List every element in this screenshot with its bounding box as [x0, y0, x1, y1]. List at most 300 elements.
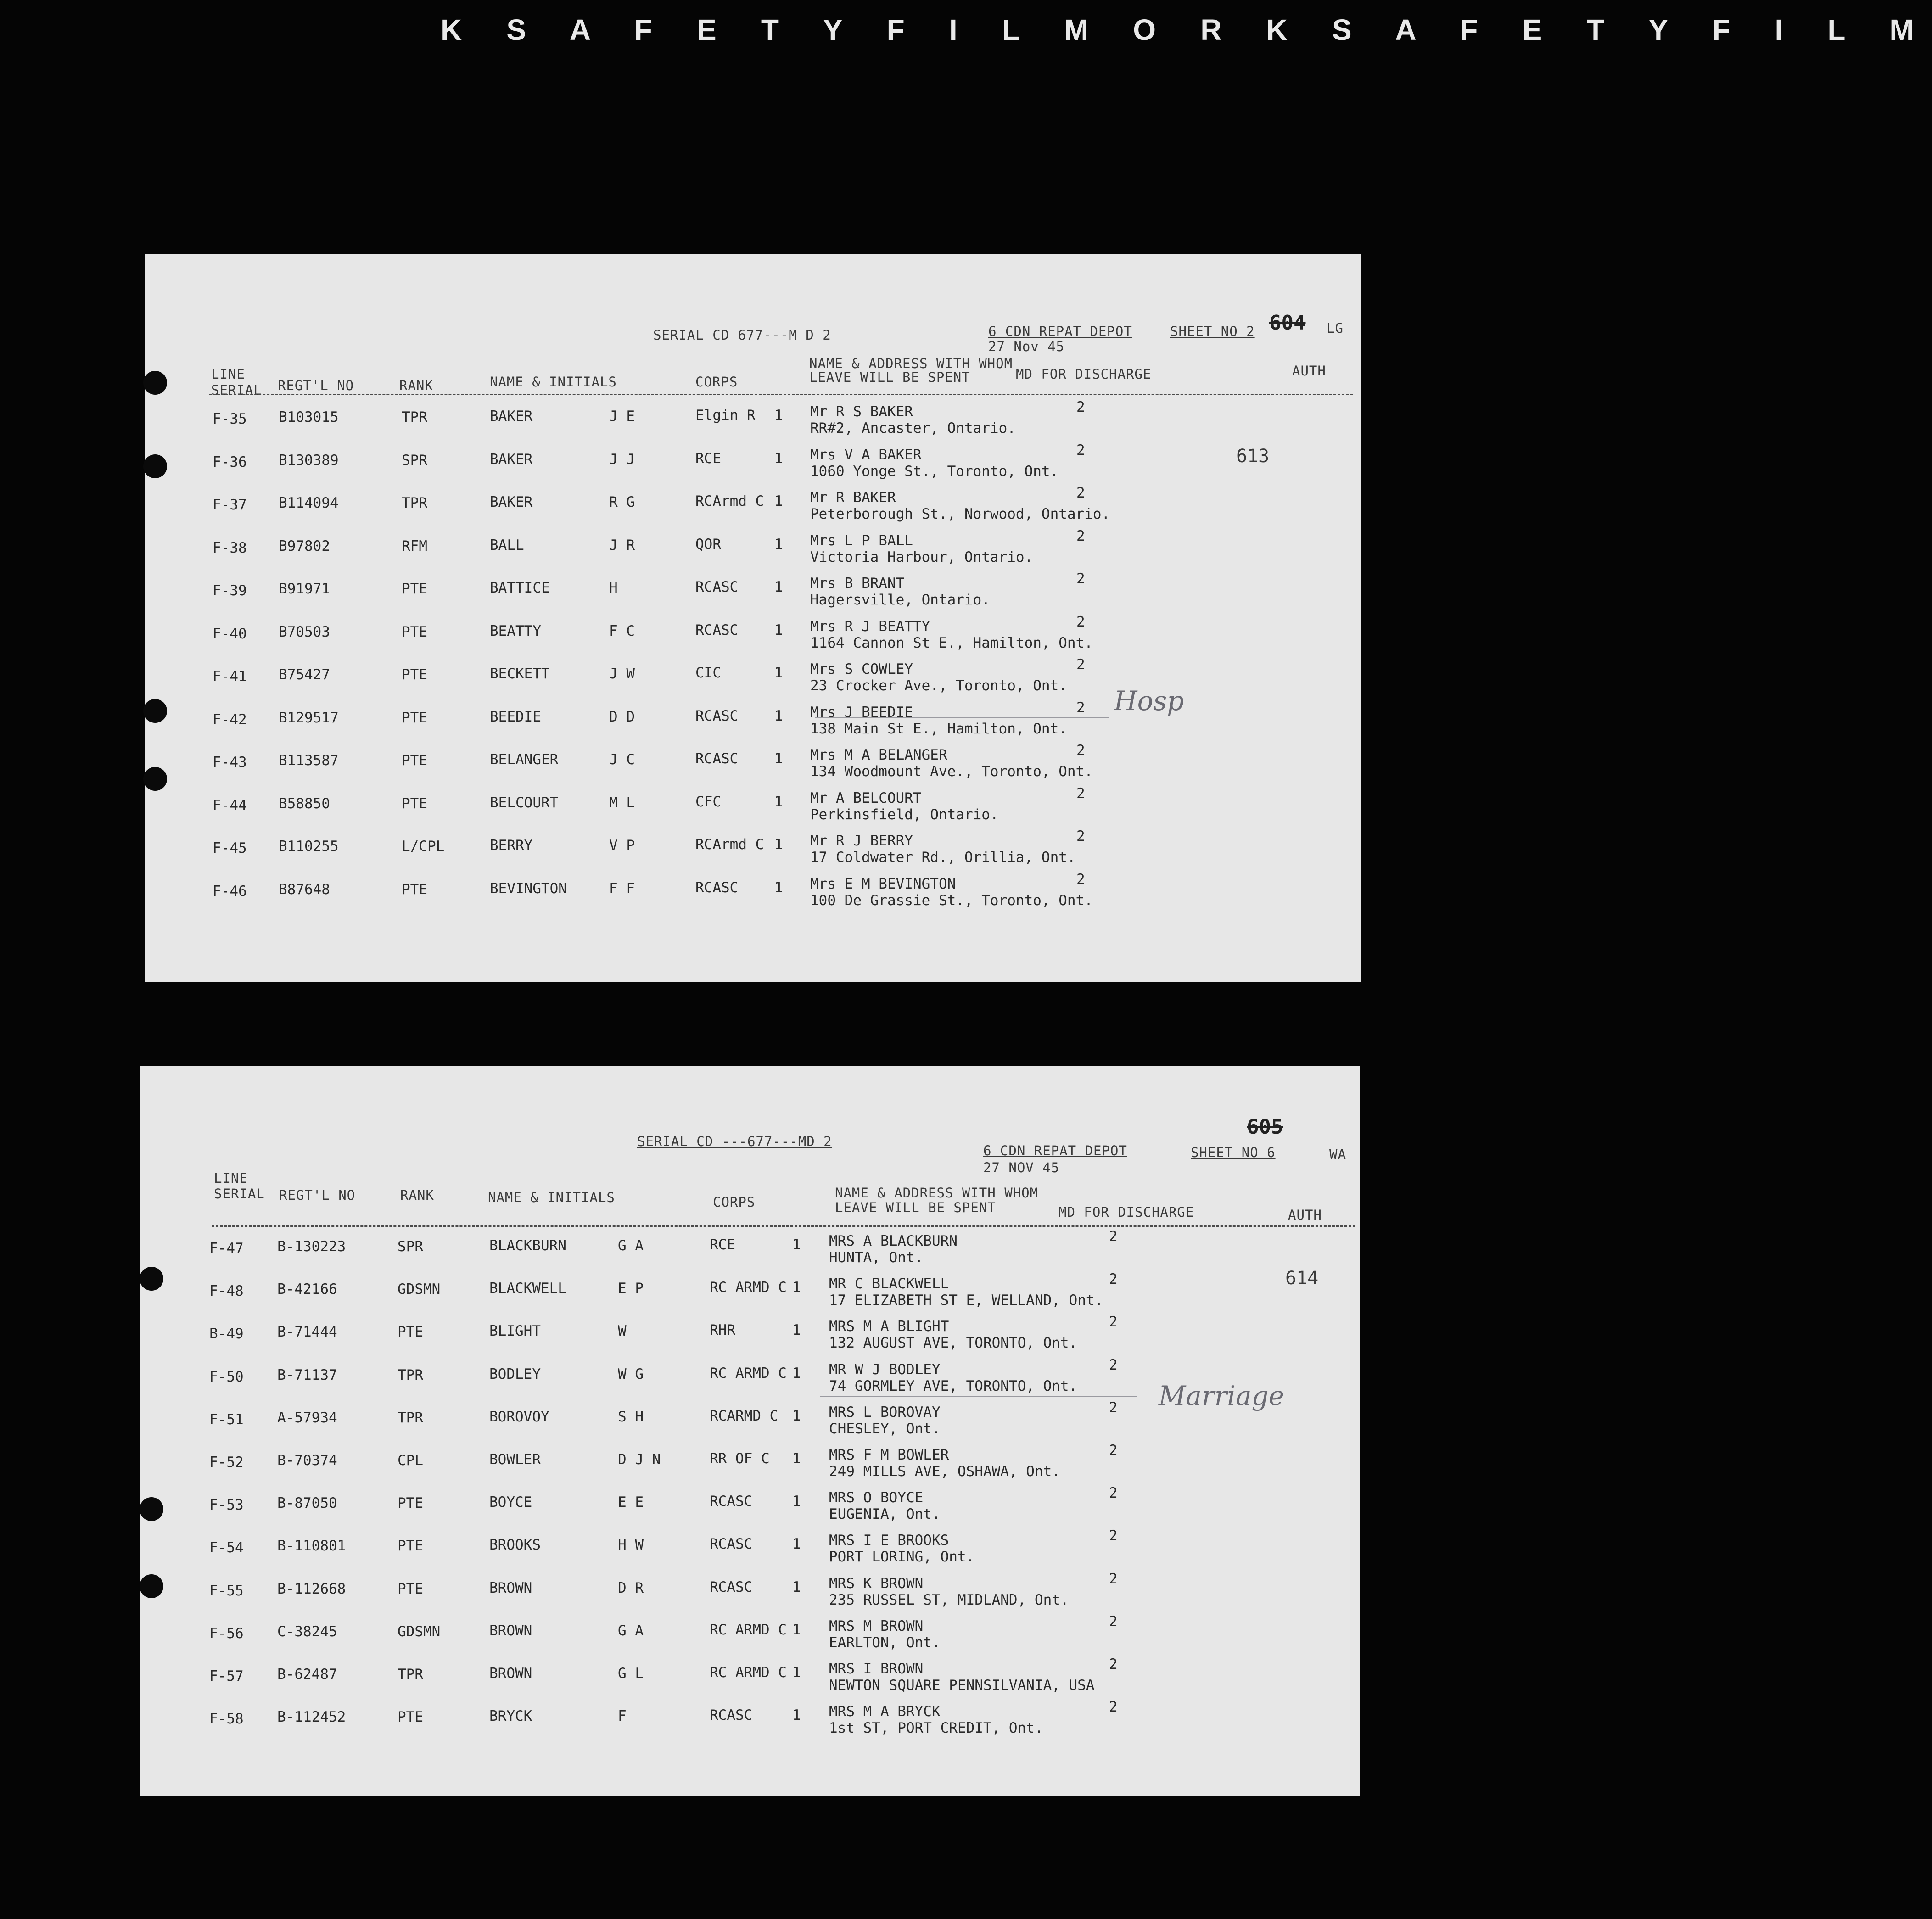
corps: RHR — [710, 1322, 735, 1339]
auth-number: 614 — [1285, 1268, 1319, 1289]
punch-hole — [143, 371, 167, 395]
initials: F — [618, 1708, 627, 1725]
table-row — [145, 485, 1361, 533]
initials: W G — [618, 1365, 644, 1382]
handwritten-note: Marriage — [1159, 1380, 1284, 1411]
table-row — [145, 656, 1361, 705]
rank: PTE — [398, 1538, 423, 1555]
line-serial: F-38 — [213, 539, 247, 556]
count: 1 — [774, 493, 783, 509]
col-auth-header: AUTH — [1292, 363, 1326, 379]
corps: Elgin R — [695, 407, 756, 424]
table-row — [145, 442, 1361, 491]
md-for-discharge: 2 — [1076, 785, 1085, 802]
address-name: MRS M A BRYCK — [829, 1703, 941, 1720]
surname: BALL — [490, 537, 524, 554]
initials: J E — [609, 408, 635, 425]
header-rule — [209, 394, 1353, 395]
leave-address — [810, 447, 1058, 480]
rank: CPL — [398, 1452, 423, 1469]
initials: H — [609, 580, 618, 596]
address-name: Mrs M A BELANGER — [810, 747, 947, 763]
surname: BLACKWELL — [489, 1280, 566, 1297]
initials: G L — [618, 1665, 644, 1682]
sheet-number: SHEET NO 2 — [1170, 324, 1255, 339]
regimental-number: B-110801 — [277, 1538, 346, 1555]
regimental-number: B58850 — [279, 795, 330, 812]
count: 1 — [774, 536, 783, 553]
corps: RCE — [695, 450, 721, 467]
address-name: MRS L BOROVAY — [829, 1404, 941, 1421]
surname: BROOKS — [489, 1537, 541, 1554]
regimental-number: B129517 — [279, 709, 339, 726]
sheet-date: 27 NOV 45 — [983, 1160, 1060, 1175]
corps: RCASC — [695, 750, 739, 767]
leave-address — [810, 876, 1093, 909]
address-name: MRS I E BROOKS — [829, 1532, 949, 1549]
address-location: 249 MILLS AVE, OSHAWA, Ont. — [829, 1463, 1060, 1480]
regimental-number: B113587 — [279, 752, 339, 769]
corps: CIC — [695, 665, 721, 681]
md-for-discharge: 2 — [1109, 1527, 1118, 1544]
address-name: Mr R BAKER — [810, 489, 896, 506]
address-name: MR C BLACKWELL — [829, 1276, 949, 1292]
count: 1 — [774, 793, 783, 810]
address-name: MRS O BOYCE — [829, 1489, 924, 1506]
address-location: HUNTA, Ont. — [829, 1249, 924, 1266]
count: 1 — [774, 707, 783, 724]
leave-address — [829, 1361, 1077, 1394]
leave-address — [829, 1233, 958, 1266]
rank: PTE — [402, 581, 427, 597]
col-line-header: LINE — [214, 1170, 248, 1186]
address-name: Mrs V A BAKER — [810, 446, 922, 463]
regimental-number: B130389 — [279, 452, 339, 469]
address-location: EARLTON, Ont. — [829, 1634, 941, 1651]
initials: J C — [609, 751, 635, 768]
surname: BROWN — [489, 1579, 532, 1596]
rank: PTE — [402, 666, 427, 683]
table-row — [140, 1485, 1360, 1533]
line-serial: F-51 — [209, 1411, 244, 1428]
initials: F C — [609, 622, 635, 639]
initials: H W — [618, 1537, 644, 1554]
surname: BROWN — [489, 1622, 532, 1639]
line-serial: F-46 — [213, 883, 247, 900]
line-serial: F-50 — [209, 1368, 244, 1385]
leave-address — [829, 1404, 941, 1437]
initials: J W — [609, 666, 635, 682]
rank: PTE — [398, 1580, 423, 1597]
address-location: 235 RUSSEL ST, MIDLAND, Ont. — [829, 1591, 1069, 1608]
count: 1 — [774, 407, 783, 424]
address-name: Mr R J BERRY — [810, 833, 913, 849]
initials: F F — [609, 880, 635, 897]
col-regtl-header: REGT'L NO — [279, 1187, 356, 1203]
address-location: NEWTON SQUARE PENNSILVANIA, USA — [829, 1677, 1095, 1694]
initials: J J — [609, 451, 635, 468]
col-serial-header: SERIAL — [214, 1186, 265, 1202]
leave-address — [810, 790, 999, 823]
count: 1 — [774, 750, 783, 767]
col-name-header: NAME & INITIALS — [490, 374, 617, 390]
address-location: CHESLEY, Ont. — [829, 1420, 941, 1437]
initials: G A — [618, 1237, 644, 1254]
line-serial: F-39 — [213, 582, 247, 599]
address-location: 74 GORMLEY AVE, TORONTO, Ont. — [829, 1377, 1078, 1394]
initials: D R — [618, 1579, 644, 1596]
rank: TPR — [398, 1666, 423, 1683]
table-row — [140, 1656, 1360, 1705]
md-for-discharge: 2 — [1109, 1613, 1118, 1630]
record-sheet-2 — [140, 1066, 1360, 1796]
line-serial: F-42 — [213, 711, 247, 728]
md-for-discharge: 2 — [1076, 871, 1085, 888]
rank: TPR — [398, 1409, 423, 1426]
regimental-number: B87648 — [279, 881, 330, 898]
surname: BEVINGTON — [490, 880, 567, 897]
corps: RCASC — [710, 1493, 753, 1510]
md-for-discharge: 2 — [1109, 1314, 1118, 1331]
rank: PTE — [402, 623, 427, 640]
count: 1 — [792, 1536, 801, 1553]
regimental-number: B97802 — [279, 537, 330, 554]
count: 1 — [792, 1365, 801, 1382]
md-for-discharge: 2 — [1076, 742, 1085, 759]
md-for-discharge: 2 — [1076, 399, 1085, 415]
film-edge-text: K S A F E T Y F I L M O R K S A F E T Y F I L M — [441, 13, 1932, 46]
regimental-number: B-70374 — [277, 1452, 337, 1469]
header-rule — [212, 1225, 1355, 1227]
serial-header: SERIAL CD 677---M D 2 — [653, 327, 831, 343]
surname: BELCOURT — [490, 794, 559, 811]
initials: R G — [609, 494, 635, 510]
regimental-number: B-71137 — [277, 1366, 337, 1383]
regimental-number: B103015 — [279, 409, 339, 425]
count: 1 — [774, 450, 783, 467]
md-for-discharge: 2 — [1076, 613, 1085, 630]
md-for-discharge: 2 — [1076, 527, 1085, 544]
leave-address — [810, 489, 1110, 522]
corps: RC ARMD C — [710, 1664, 787, 1681]
address-name: MR W J BODLEY — [829, 1361, 941, 1378]
address-name: MRS I BROWN — [829, 1661, 924, 1677]
regimental-number: B70503 — [279, 623, 330, 640]
count: 1 — [792, 1322, 801, 1339]
sheet-date: 27 Nov 45 — [988, 339, 1065, 354]
leave-address — [829, 1489, 941, 1522]
leave-address — [829, 1661, 1095, 1694]
leave-address — [810, 403, 1016, 436]
surname: BEATTY — [490, 622, 541, 639]
corps: RC ARMD C — [710, 1621, 787, 1638]
regimental-number: B75427 — [279, 666, 330, 683]
line-serial: F-41 — [213, 668, 247, 685]
line-serial: F-58 — [209, 1711, 244, 1728]
regimental-number: B110255 — [279, 838, 339, 855]
col-rank-header: RANK — [399, 378, 433, 393]
address-name: MRS K BROWN — [829, 1575, 924, 1592]
col-serial-header: SERIAL — [211, 382, 262, 398]
table-row — [140, 1271, 1360, 1320]
md-for-discharge: 2 — [1076, 442, 1085, 459]
address-name: Mr A BELCOURT — [810, 789, 922, 806]
leave-address — [829, 1703, 1043, 1736]
page-number: 605 — [1247, 1115, 1283, 1139]
corps: RCE — [710, 1236, 735, 1253]
initials: G A — [618, 1622, 644, 1639]
handwritten-note: Hosp — [1114, 685, 1184, 716]
address-name: Mrs J BEEDIE — [810, 704, 913, 721]
table-row — [140, 1570, 1360, 1619]
address-location: PORT LORING, Ont. — [829, 1549, 975, 1566]
table-row — [145, 828, 1361, 877]
address-location: Peterborough St., Norwood, Ontario. — [810, 506, 1110, 522]
col-rank-header: RANK — [400, 1187, 434, 1203]
table-row — [140, 1228, 1360, 1277]
auth-number: 613 — [1236, 446, 1270, 467]
corps: RCArmd C — [695, 493, 764, 509]
line-serial: F-47 — [209, 1240, 244, 1257]
table-row — [140, 1356, 1360, 1405]
corps: RCASC — [710, 1578, 753, 1595]
surname: BATTICE — [490, 580, 550, 596]
leave-address — [829, 1318, 1077, 1351]
line-serial: F-48 — [209, 1283, 244, 1300]
col-md-header: MD FOR DISCHARGE — [1058, 1204, 1194, 1220]
surname: BLACKBURN — [489, 1237, 566, 1254]
rank: RFM — [402, 537, 427, 554]
rank: PTE — [402, 709, 427, 726]
table-row — [145, 613, 1361, 662]
leave-address — [829, 1276, 1103, 1309]
regimental-number: B-112452 — [277, 1709, 346, 1726]
initials: J R — [609, 537, 635, 554]
initials: S H — [618, 1408, 644, 1425]
leave-address — [810, 532, 1033, 565]
address-location: Victoria Harbour, Ontario. — [810, 548, 1033, 565]
rank: GDSMN — [398, 1623, 441, 1640]
depot-name: 6 CDN REPAT DEPOT — [983, 1143, 1127, 1158]
md-for-discharge: 2 — [1109, 1699, 1118, 1716]
initials: M L — [609, 794, 635, 811]
col-regtl-header: REGT'L NO — [278, 378, 354, 393]
initials: D J N — [618, 1451, 661, 1468]
surname: BELANGER — [490, 751, 559, 768]
col-corps-header: CORPS — [713, 1194, 756, 1210]
rank: PTE — [398, 1495, 423, 1512]
md-for-discharge: 2 — [1109, 1356, 1118, 1373]
col-address-header-1: NAME & ADDRESS WITH WHOM — [835, 1185, 1039, 1201]
leave-address — [810, 661, 1067, 694]
count: 1 — [792, 1407, 801, 1424]
regimental-number: A-57934 — [277, 1409, 337, 1426]
rank: SPR — [402, 452, 427, 469]
leave-address — [810, 747, 1093, 780]
surname: BERRY — [490, 837, 533, 854]
count: 1 — [792, 1621, 801, 1638]
table-row — [145, 785, 1361, 834]
md-for-discharge: 2 — [1109, 1442, 1118, 1459]
md-for-discharge: 2 — [1076, 571, 1085, 587]
corps: RCASC — [695, 707, 739, 724]
address-location: EUGENIA, Ont. — [829, 1506, 941, 1523]
count: 1 — [774, 836, 783, 853]
address-location: 1164 Cannon St E., Hamilton, Ont. — [810, 634, 1093, 651]
surname: BLIGHT — [489, 1323, 541, 1340]
count: 1 — [792, 1236, 801, 1253]
md-for-discharge: 2 — [1109, 1399, 1118, 1416]
address-location: 134 Woodmount Ave., Toronto, Ont. — [810, 763, 1093, 780]
line-serial: F-43 — [213, 754, 247, 771]
address-location: 1060 Yonge St., Toronto, Ont. — [810, 463, 1059, 480]
line-serial: F-57 — [209, 1668, 244, 1684]
table-row — [145, 571, 1361, 619]
leave-address — [829, 1618, 941, 1651]
rank: TPR — [402, 409, 427, 425]
leave-address — [810, 833, 1076, 866]
corps: RC ARMD C — [710, 1365, 787, 1382]
surname: BRYCK — [489, 1708, 532, 1725]
md-for-discharge: 2 — [1109, 1570, 1118, 1587]
address-location: 23 Crocker Ave., Toronto, Ont. — [810, 677, 1067, 694]
count: 1 — [792, 1664, 801, 1681]
record-sheet-1 — [145, 254, 1361, 982]
col-auth-header: AUTH — [1288, 1207, 1322, 1223]
address-location: 17 Coldwater Rd., Orillia, Ont. — [810, 849, 1076, 866]
md-for-discharge: 2 — [1076, 828, 1085, 845]
regimental-number: C-38245 — [277, 1623, 337, 1640]
corps: RC ARMD C — [710, 1279, 787, 1296]
col-md-header: MD FOR DISCHARGE — [1016, 366, 1152, 382]
address-name: MRS F M BOWLER — [829, 1447, 949, 1463]
leave-address — [810, 704, 1067, 737]
corps: RCARMD C — [710, 1407, 778, 1424]
table-row — [140, 1699, 1360, 1747]
md-for-discharge: 2 — [1076, 656, 1085, 673]
leave-address — [810, 618, 1093, 651]
surname: BOWLER — [489, 1451, 541, 1468]
leave-address — [810, 575, 990, 608]
table-row — [140, 1314, 1360, 1362]
count: 1 — [774, 879, 783, 896]
regimental-number: B-62487 — [277, 1666, 337, 1683]
md-for-discharge: 2 — [1109, 1656, 1118, 1673]
address-location: Perkinsfield, Ontario. — [810, 806, 999, 823]
surname: BOYCE — [489, 1494, 532, 1511]
rank: PTE — [398, 1709, 423, 1726]
table-row — [140, 1613, 1360, 1662]
surname: BROWN — [489, 1665, 532, 1682]
count: 1 — [792, 1450, 801, 1467]
corps: RCASC — [695, 621, 739, 638]
corps: RCASC — [710, 1707, 753, 1724]
initials: W — [618, 1323, 627, 1340]
address-name: MRS M BROWN — [829, 1617, 924, 1634]
corps: RCASC — [695, 579, 739, 595]
line-serial: F-44 — [213, 797, 247, 814]
table-row — [145, 527, 1361, 576]
corner-code: WA — [1329, 1147, 1346, 1162]
count: 1 — [774, 665, 783, 681]
line-serial: F-35 — [213, 411, 247, 427]
md-for-discharge: 2 — [1076, 699, 1085, 716]
address-location: 1st ST, PORT CREDIT, Ont. — [829, 1720, 1043, 1737]
col-address-header-1: NAME & ADDRESS WITH WHOM — [809, 356, 1013, 371]
surname: BEEDIE — [490, 708, 541, 725]
rank: TPR — [402, 495, 427, 511]
regimental-number: B114094 — [279, 495, 339, 511]
regimental-number: B-42166 — [277, 1281, 337, 1298]
address-name: Mrs B BRANT — [810, 575, 905, 592]
serial-header: SERIAL CD ---677---MD 2 — [637, 1134, 832, 1149]
table-row — [140, 1442, 1360, 1491]
address-name: Mrs L P BALL — [810, 532, 913, 549]
regimental-number: B91971 — [279, 581, 330, 597]
address-location: 100 De Grassie St., Toronto, Ont. — [810, 892, 1093, 909]
address-name: Mrs S COWLEY — [810, 661, 913, 677]
regimental-number: B-130223 — [277, 1238, 346, 1255]
col-name-header: NAME & INITIALS — [488, 1190, 615, 1205]
address-name: MRS M A BLIGHT — [829, 1318, 949, 1335]
corps: RR OF C — [710, 1450, 770, 1467]
count: 1 — [792, 1279, 801, 1296]
sheet-number: SHEET NO 6 — [1191, 1145, 1276, 1160]
leave-address — [829, 1532, 974, 1565]
rank: TPR — [398, 1366, 423, 1383]
line-serial: F-55 — [209, 1582, 244, 1599]
address-location: 17 ELIZABETH ST E, WELLAND, Ont. — [829, 1292, 1103, 1309]
surname: BAKER — [490, 408, 533, 425]
address-location: Hagersville, Ontario. — [810, 592, 990, 608]
count: 1 — [792, 1707, 801, 1724]
rank: GDSMN — [398, 1281, 441, 1298]
regimental-number: B-71444 — [277, 1324, 337, 1341]
line-serial: F-56 — [209, 1625, 244, 1642]
col-line-header: LINE — [211, 366, 245, 382]
address-location: 138 Main St E., Hamilton, Ont. — [810, 720, 1067, 737]
rank: SPR — [398, 1238, 423, 1255]
address-name: Mrs R J BEATTY — [810, 618, 930, 635]
corps: RCASC — [710, 1536, 753, 1553]
md-for-discharge: 2 — [1076, 485, 1085, 501]
line-serial: F-52 — [209, 1454, 244, 1471]
table-row — [145, 871, 1361, 920]
address-name: Mr R S BAKER — [810, 403, 913, 420]
md-for-discharge: 2 — [1109, 1485, 1118, 1502]
count: 1 — [792, 1493, 801, 1510]
leave-address — [829, 1447, 1060, 1480]
surname: BAKER — [490, 494, 533, 510]
table-row — [145, 399, 1361, 448]
initials: V P — [609, 837, 635, 854]
count: 1 — [774, 621, 783, 638]
corps: RCArmd C — [695, 836, 764, 853]
rank: PTE — [402, 752, 427, 769]
line-serial: F-53 — [209, 1497, 244, 1514]
table-row — [140, 1399, 1360, 1448]
surname: BOROVOY — [489, 1408, 549, 1425]
line-serial: F-37 — [213, 497, 247, 513]
line-serial: F-40 — [213, 625, 247, 642]
surname: BECKETT — [490, 666, 550, 682]
address-name: MRS A BLACKBURN — [829, 1233, 958, 1249]
address-location: 132 AUGUST AVE, TORONTO, Ont. — [829, 1335, 1078, 1352]
corps: CFC — [695, 793, 721, 810]
line-serial: F-54 — [209, 1539, 244, 1556]
regimental-number: B-112668 — [277, 1580, 346, 1597]
col-address-header-2: LEAVE WILL BE SPENT — [809, 369, 970, 385]
